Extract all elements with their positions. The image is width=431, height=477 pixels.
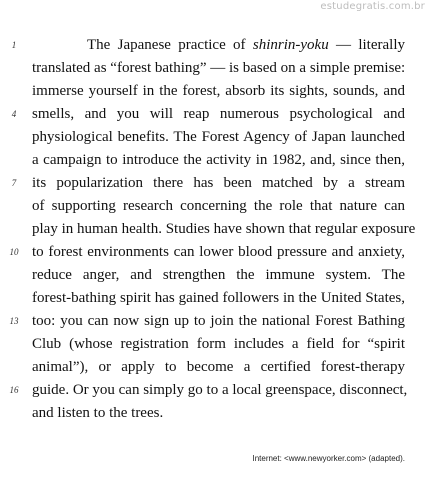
- source-citation: Internet: <www.newyorker.com> (adapted).: [252, 454, 405, 463]
- line-number: 4: [11, 109, 17, 119]
- text-line: and listen to the trees.: [32, 405, 164, 421]
- text-line: translated as “forest bathing” — is based on a simple premise:: [32, 60, 406, 76]
- text-line-start: The Japanese practice of: [87, 37, 253, 53]
- italic-term: shinrin-yoku: [252, 37, 329, 53]
- text-line: a campaign to introduce the activity in 1982, and, since then,: [32, 152, 405, 168]
- text-line: immerse yourself in the forest, absorb its sights, sounds, and: [32, 83, 405, 99]
- text-line: of supporting research concerning the role that nature can: [32, 198, 405, 214]
- watermark: estudegratis.com.br: [320, 1, 425, 12]
- text-line: forest-bathing spirit has gained followers in the United States,: [32, 290, 405, 306]
- line-number: 16: [9, 385, 19, 395]
- line-number: 10: [9, 247, 19, 257]
- text-line: physiological benefits. The Forest Agency of Japan launched: [32, 129, 405, 145]
- text-line: to forest environments can lower blood pressure and anxiety,: [32, 244, 405, 260]
- text-line-end: — literally: [328, 37, 405, 53]
- text-line: its popularization there has been matched by a stream: [32, 175, 405, 191]
- text-line: play in human health. Studies have shown that regular exposure: [32, 221, 416, 237]
- text-line: reduce anger, and strengthen the immune system. The: [32, 267, 405, 283]
- text-line: too: you can now sign up to join the national Forest Bathing: [32, 313, 405, 329]
- text-line: guide. Or you can simply go to a local greenspace, disconnect,: [32, 382, 408, 398]
- line-number: 13: [9, 316, 19, 326]
- text-line: smells, and you will reap numerous psychological and: [32, 106, 405, 122]
- text-line: [87, 34, 405, 57]
- line-number: 1: [11, 40, 17, 50]
- text-line: animal”), or apply to become a certified forest-therapy: [32, 359, 405, 375]
- text-line: Club (whose registration form includes a field for “spirit: [32, 336, 405, 352]
- line-number: 7: [11, 178, 17, 188]
